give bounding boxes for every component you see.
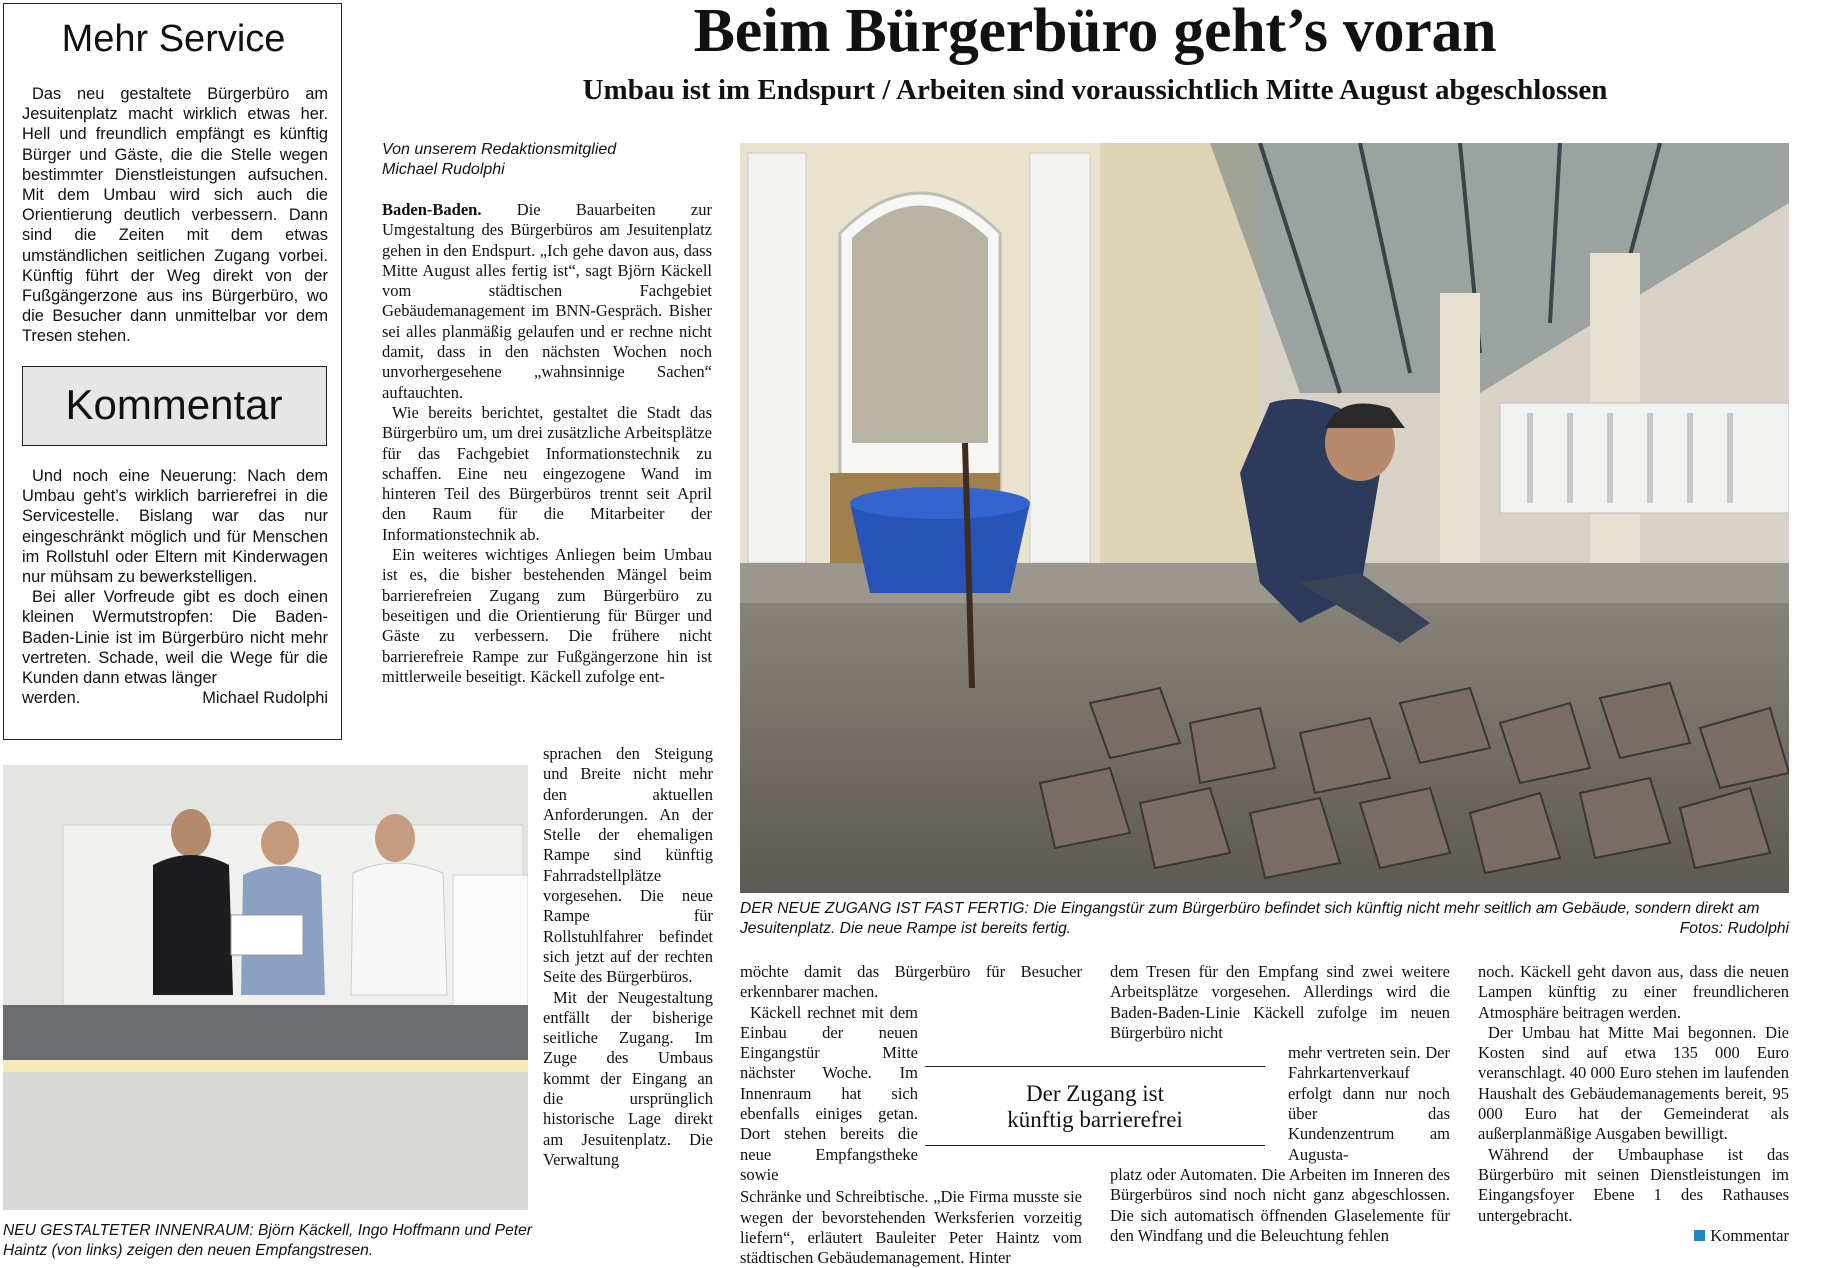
headline: Beim Bürgerbüro geht’s voran	[693, 0, 1497, 65]
col3-paragraph-1b: mehr vertreten sein. Der Fahrkartenverkauf erfolgt dann nur noch über das Kundenzentrum am Augusta-	[1288, 1043, 1450, 1164]
kommentar-title: Kommentar	[65, 381, 283, 428]
dateline: Baden-Baden.	[382, 200, 482, 219]
photo-credit: Fotos: Rudolphi	[1679, 919, 1789, 937]
square-bullet-icon	[1694, 1230, 1705, 1241]
kommentar-reference[interactable]	[1478, 1226, 1789, 1246]
kommentar-box	[22, 366, 327, 446]
article-column-4	[1478, 962, 1789, 1246]
article-paragraph-1	[382, 200, 712, 403]
byline-line-1: Von unserem Redaktionsmitglied	[382, 141, 617, 158]
col3-paragraph-1: dem Tresen für den Empfang sind zwei weitere Arbeitsplätze vorgesehen. Allerdings wird die Baden-Baden-Linie Käckell zufolge im neuen Bürgerbüro nicht	[1110, 962, 1450, 1042]
kommentar-paragraph-2: Bei aller Vorfreude gibt es doch einen kleinen Wermutstropfen: Die Baden-Baden-Linie ist im Bürgerbüro nicht mehr vertreten. Schade, weil die Wege für die Kunden dann etwas länger	[22, 588, 328, 688]
main-photo-caption	[740, 899, 1789, 938]
article-p1-text: Die Bauarbeiten zur Umgestaltung des Bürgerbüros am Jesuitenplatz gehen in den Endspurt. „Ich gehe davon aus, dass Mitte August alles fertig ist“, sagt Björn Käckell vom städtischen Fachgebiet Gebäudemanagement im BNN-Gespräch. Bisher sei alles planmäßig gelaufen und er rechne nicht damit, dass in den nächsten Wochen noch unvorhergesehene „wahnsinnige Sachen“ auftauchten.	[382, 200, 713, 402]
interior-photo-caption	[3, 1221, 533, 1260]
article-paragraph-4: Mit der Neugestaltung entfällt der bisherige seitliche Zugang. Im Zuge des Umbaus kommt der Eingang an die ursprünglich historische Lage direkt am Jesuitenplatz. Die Verwaltung	[543, 987, 713, 1169]
interior-photo	[3, 765, 528, 1210]
pull-quote	[925, 1066, 1265, 1146]
kommentar-text	[22, 466, 328, 708]
main-caption-lead: DER NEUE ZUGANG IST FAST FERTIG:	[740, 900, 1029, 917]
interior-caption-text: Björn Käckell, Ingo Hoffmann und Peter Haintz (von links) zeigen den neuen Empfangstresen.	[3, 1222, 532, 1259]
pull-quote-line-2: künftig barrierefrei	[1007, 1107, 1183, 1132]
col4-paragraph-1: noch. Käckell geht davon aus, dass die neuen Lampen künftig zu einer freundlicheren Atmosphäre beitragen werden.	[1478, 962, 1789, 1022]
kommentar-author: Michael Rudolphi	[202, 689, 328, 708]
sidebar-intro	[22, 84, 328, 347]
kommentar-paragraph-1: Und noch eine Neuerung: Nach dem Umbau geht’s wirklich barrierefrei in die Servicestelle. Bislang war das nur eingeschränkt möglich und für Menschen im Rollstuhl oder Eltern mit Kinderwagen nur mühsam zu bewerkstelligen.	[22, 467, 328, 587]
article-paragraph-2: Wie bereits berichtet, gestaltet die Stadt das Bürgerbüro um, um drei zusätzliche Arbeitsplätze für das Fachgebiet Informationstechnik zu schaffen. Eine neu eingezogene Wand im hinteren Teil des Bürgerbüros trennt seit April den Raum für die Mitarbeiter der Informationstechnik ab.	[382, 402, 712, 544]
article-paragraph-3-cont: sprachen den Steigung und Breite nicht mehr den aktuellen Anforderungen. An der Stelle der ehemaligen Rampe sind künftig Fahrradstellplätze vorgesehen. Die neue Rampe für Rollstuhlfahrer befindet sich jetzt auf der rechten Seite des Bürgerbüros.	[543, 744, 713, 987]
sidebar-intro-text: Das neu gestaltete Bürgerbüro am Jesuitenplatz macht wirklich etwas her. Hell und freundlich empfängt es künftig Bürger und Gäste, die die Stelle wegen bestimmter Dienstleistungen aufsuchen. Mit dem Umbau wird sich auch die Orientierung deutlich verbessern. Dann sind die Zeiten mit dem etwas umständlichen seitlichen Zugang vorbei. Künftig führt der Weg direkt von der Fußgängerzone aus ins Bürgerbüro, wo die Besucher dann unmittelbar vor dem Tresen stehen.	[22, 85, 328, 346]
construction-photo	[740, 143, 1789, 893]
sidebar-box	[3, 3, 342, 740]
subheadline: Umbau ist im Endspurt / Arbeiten sind voraussichtlich Mitte August abgeschlossen	[582, 74, 1608, 106]
sidebar-title: Mehr Service	[61, 18, 286, 60]
article-column-1	[382, 200, 712, 687]
byline-line-2: Michael Rudolphi	[382, 161, 505, 178]
col2-paragraph-1: möchte damit das Bürgerbüro für Besucher erkennbarer machen.	[740, 962, 1082, 1002]
kommentar-signoff	[22, 688, 328, 708]
pull-quote-line-1: Der Zugang ist	[1026, 1081, 1164, 1106]
col4-paragraph-2: Der Umbau hat Mitte Mai begonnen. Die Kosten sind auf etwa 135 000 Euro veranschlagt. 40 000 Euro stehen im laufenden Haushalt des Gebäudemanagements bereit, 95 000 Euro hat der Gemeinderat als außerplanmäßige Ausgaben bewilligt.	[1478, 1022, 1789, 1144]
interior-caption-lead: NEU GESTALTETER INNENRAUM:	[3, 1222, 254, 1239]
article-column-1-narrow	[543, 744, 713, 1170]
kommentar-reference-label: Kommentar	[1710, 1225, 1789, 1245]
pull-quote-text	[925, 1081, 1265, 1133]
byline	[382, 140, 682, 180]
col4-paragraph-3: Während der Umbauphase ist das Bürgerbüro mit seinen Dienstleistungen im Eingangsfoyer Ebene 1 des Rathauses untergebracht.	[1478, 1144, 1789, 1225]
col2-paragraph-2b: Schränke und Schreibtische. „Die Firma musste sie wegen der bevorstehenden Werksferien vorzeitig liefern“, erläutert Bauleiter Peter Haintz vom städtischen Gebäudemanagement. Hinter	[740, 1187, 1082, 1268]
col2-paragraph-2: Käckell rechnet mit dem Einbau der neuen Eingangstür Mitte nächster Woche. Im Innenraum hat sich ebenfalls einiges getan. Dort stehen bereits die neue Empfangstheke sowie	[740, 1002, 918, 1184]
article-paragraph-3: Ein weiteres wichtiges Anliegen beim Umbau ist es, die bisher bestehenden Mängel beim barrierefreien Zugang zum Bürgerbüro zu beseitigen und die Orientierung für Bürger und Gäste zu verbessern. Die frühere nicht barrierefreie Rampe zur Fußgängerzone hin ist mittlerweile beseitigt. Käckell zufolge ent-	[382, 545, 712, 686]
kommentar-end: werden.	[22, 689, 81, 708]
main-caption-text: Die Eingangstür zum Bürgerbüro befindet sich künftig nicht mehr seitlich am Gebäude, sondern direkt am Jesuitenplatz. Die neue Rampe ist bereits fertig.	[740, 900, 1760, 937]
col3-paragraph-1c: platz oder Automaten. Die Arbeiten im Inneren des Bürgerbüros sind noch nicht ganz abgeschlossen. Die sich automatisch öffnenden Glaselemente für den Windfang und die Beleuchtung fehlen	[1110, 1164, 1450, 1245]
